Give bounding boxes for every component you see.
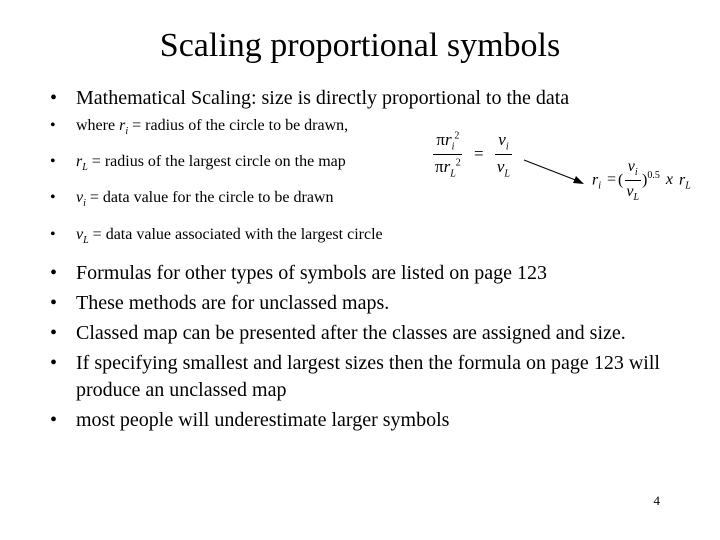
bullet-text: v <box>76 189 84 207</box>
bullet-text: r <box>119 117 126 134</box>
bullet-text: i <box>83 198 86 210</box>
bullet-text: r <box>76 153 83 171</box>
bullet-text: Formulas for other types of symbols are listed on page 123 <box>76 261 548 284</box>
bullet-text: Classed map can be presented after the classes are assigned and size. <box>76 321 626 344</box>
bullet-text: where <box>76 117 120 134</box>
bullet-text: = radius of the largest circle on the map <box>87 153 346 171</box>
slide-number: 4 <box>653 493 660 508</box>
bullet-text: = data value for the circle to be drawn <box>85 189 334 207</box>
bullet-text: i <box>125 126 129 138</box>
bullet-text: most people will underestimate larger symbols <box>76 408 450 431</box>
bullet-text: L <box>83 234 89 246</box>
area-ratio-formula: $\frac{\pi r_i^2}{\pi r_L^2}$ = $\frac{v_i}{v_L}$ <box>435 130 510 180</box>
bullet-text: v <box>76 225 84 243</box>
bullet-text: If specifying smallest and largest sizes then the formula on page 123 will produce an unclassed map <box>76 351 660 401</box>
bullet-text: = radius of the circle to be drawn, <box>128 117 349 134</box>
radius-formula: $r_i$ = ( $\frac{v_i}{v_L}$ )$^{0.5}$ x $r_L$ <box>592 158 691 204</box>
bullet-text: These methods are for unclassed maps. <box>76 291 390 314</box>
slide-title: Scaling proportional symbols <box>159 27 561 64</box>
bullet-text: L <box>82 162 88 174</box>
bullet-text: Mathematical Scaling: size is directly proportional to the data <box>76 87 570 109</box>
bullet-text: = data value associated with the largest circle <box>88 225 383 243</box>
